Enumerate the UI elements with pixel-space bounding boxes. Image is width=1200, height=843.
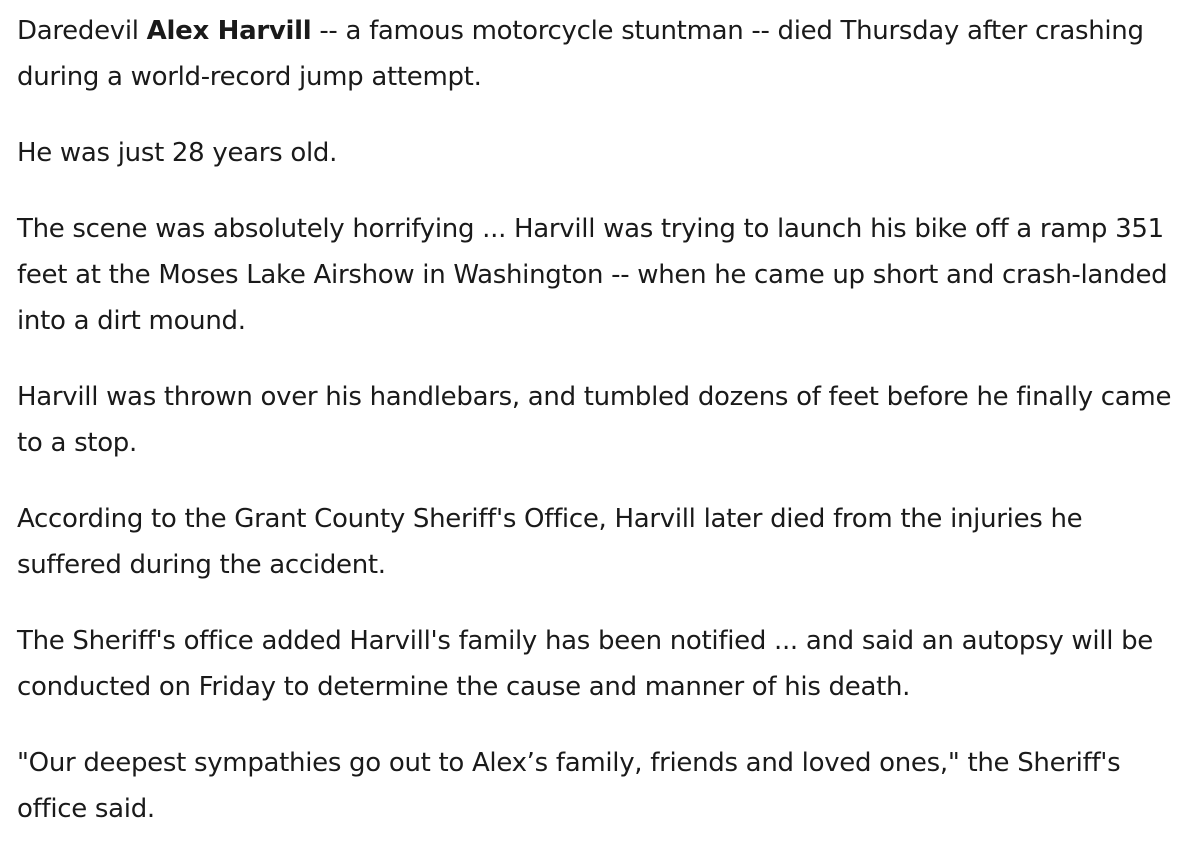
paragraph-scene: The scene was absolutely horrifying ... Harvill was trying to launch his bike off a ramp 351 feet at the Moses Lake Airshow in Washington -- when he came up short and crash-landed into a dirt mound.	[17, 214, 1168, 336]
paragraph-autopsy: The Sheriff's office added Harvill's family has been notified ... and said an autopsy will be conducted on Friday to determine the cause and manner of his death.	[17, 626, 1153, 702]
paragraph-quote: "Our deepest sympathies go out to Alex’s family, friends and loved ones," the Sheriff's office said.	[17, 748, 1121, 824]
intro-rest-text: -- a famous motorcycle stuntman -- died Thursday after crashing during a world-record jump attempt.	[17, 16, 1144, 92]
paragraph-sheriff-report: According to the Grant County Sheriff's Office, Harvill later died from the injuries he suffered during the accident.	[17, 504, 1083, 580]
intro-lead-text: Daredevil	[17, 16, 147, 46]
paragraph-thrown: Harvill was thrown over his handlebars, and tumbled dozens of feet before he finally came to a stop.	[17, 382, 1172, 458]
paragraph-age: He was just 28 years old.	[17, 138, 338, 168]
subject-name: Alex Harvill	[146, 16, 312, 46]
paragraph-intro	[17, 8, 1189, 100]
